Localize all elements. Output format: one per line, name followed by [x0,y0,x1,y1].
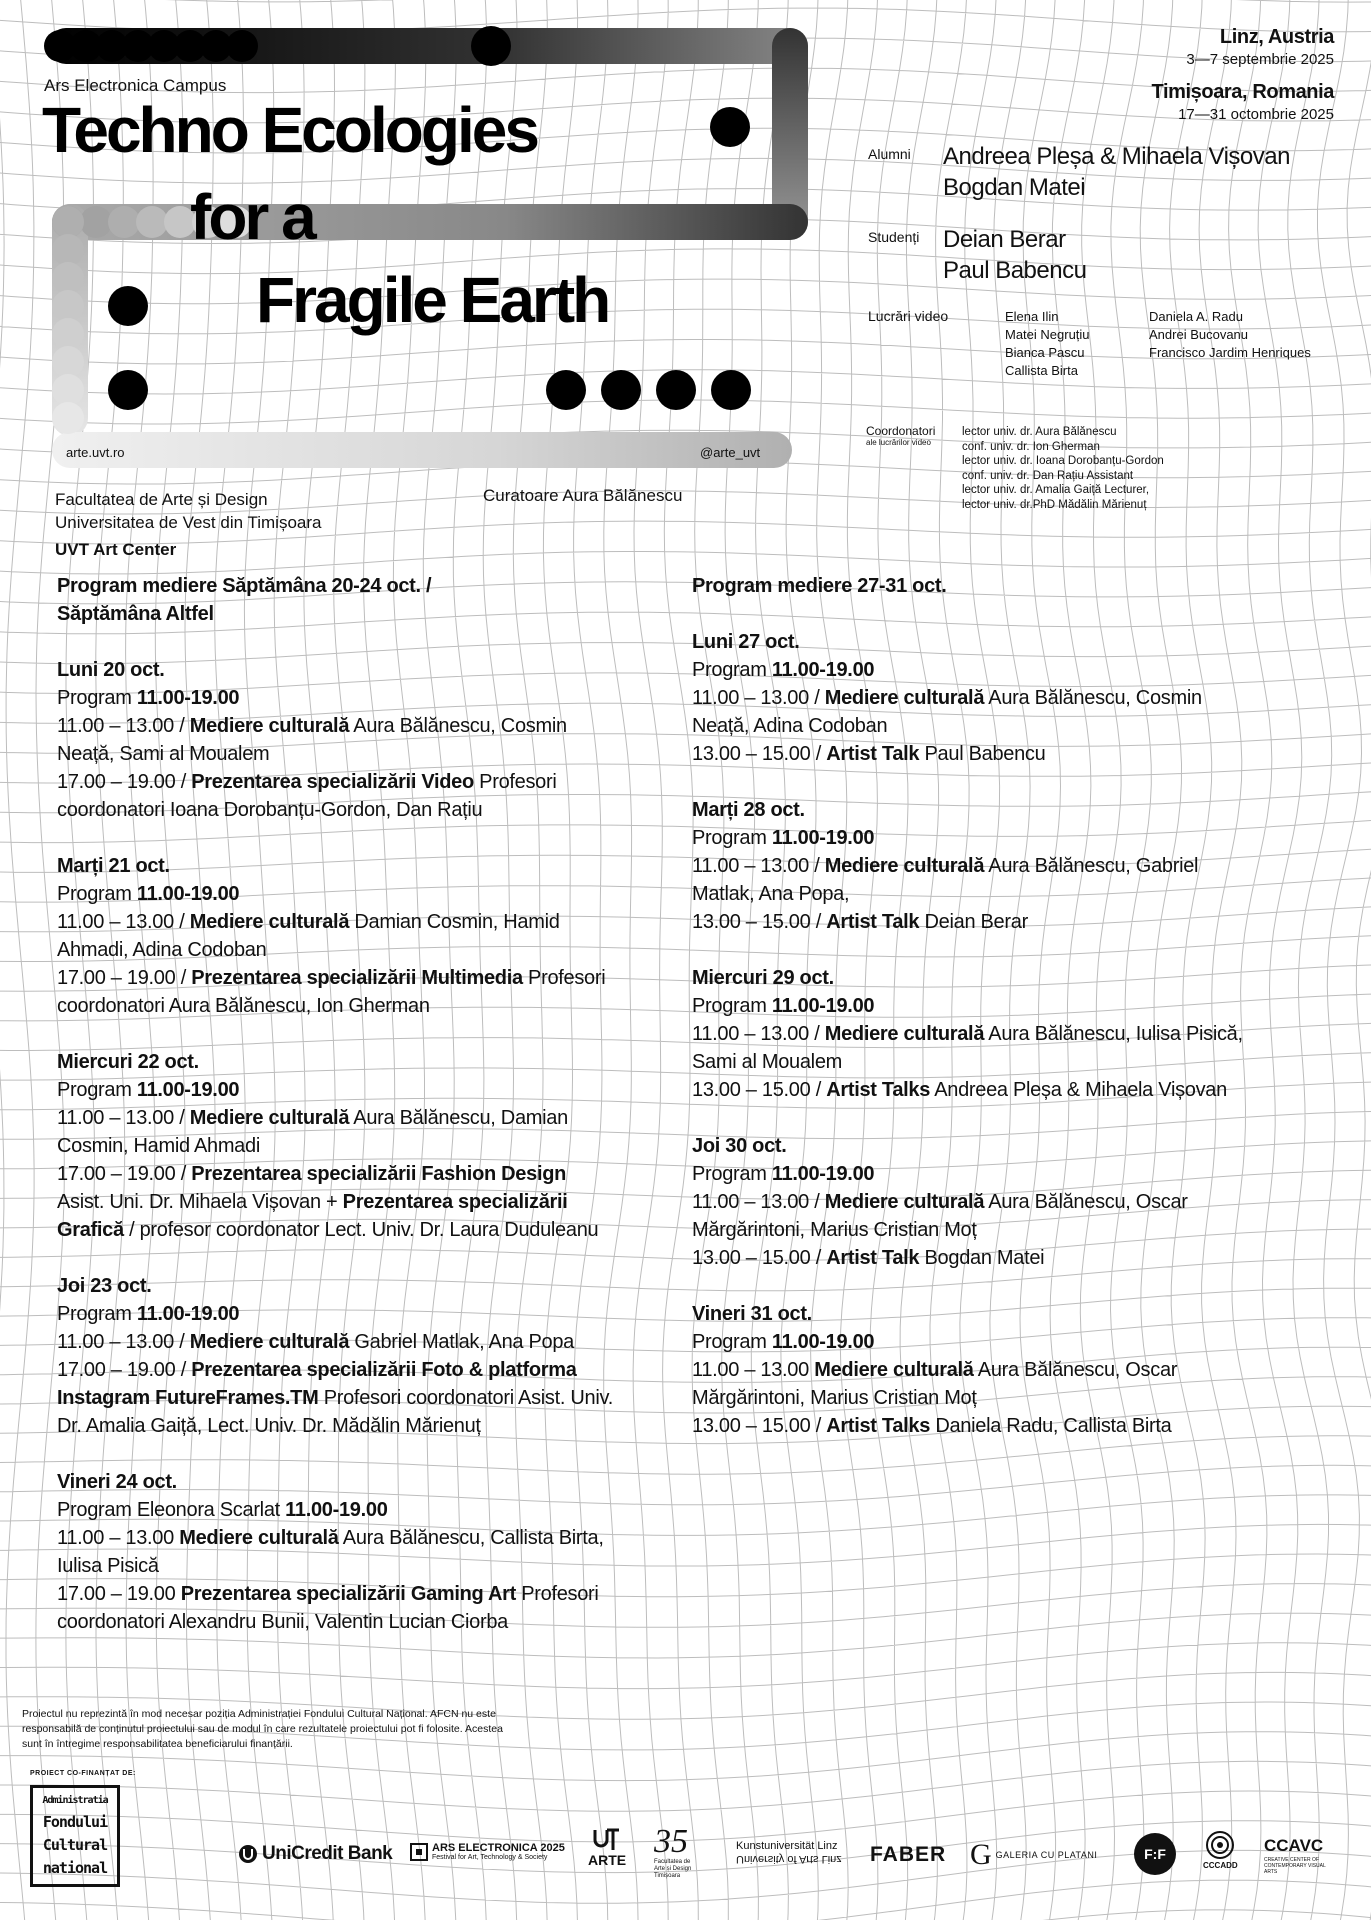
title-line-3: Fragile Earth [256,264,609,336]
day-heading [692,796,1332,824]
text: Neață, Adina Codoban [692,715,888,737]
session-line [57,1608,657,1636]
day-heading [57,1048,657,1076]
student-names [943,224,1086,286]
ff-label: F:F [1144,1846,1166,1862]
bold-text: Mediere culturală [189,1107,350,1129]
bold-text: 11.00-19.00 [136,883,240,905]
kunstuniversitat-name-en: University of Arts Linz [736,1853,842,1865]
session-line [692,1020,1332,1048]
bold-text: Joi 30 oct. [692,1135,787,1157]
day-heading [692,1132,1332,1160]
video-artist: Francisco Jardim Henriques [1149,345,1311,360]
day-heading [57,1272,657,1300]
text: Profesori [522,967,606,989]
cccadd-logo [1203,1830,1238,1870]
text: Aura Bălănescu, Oscar [973,1359,1178,1381]
program-hours [692,1328,1332,1356]
text: 11.00 – 13.00 / [57,911,190,933]
text: Cosmin, Hamid Ahmadi [57,1135,260,1157]
bold-text: Prezentarea specializării [342,1191,568,1213]
text: 13.00 – 15.00 / [692,743,827,765]
text: Dr. Amalia Gaiță, Lect. Univ. Dr. Mădălin Mărienuț [57,1415,481,1437]
bold-text: Artist Talk [826,743,920,765]
bold-text: Mediere culturală [824,855,985,877]
text: Damian Cosmin, Hamid [349,911,560,933]
bold-text: Marți 28 oct. [692,799,805,821]
afcn-logo-line: Administratia [42,1795,108,1806]
bold-text: Luni 20 oct. [57,659,165,681]
unicredit-logo [238,1843,392,1865]
day-heading [57,852,657,880]
session-line [692,1244,1332,1272]
text: Program [692,827,772,849]
bold-text: Mediere culturală [189,911,350,933]
alumni-name: Bogdan Matei [943,174,1086,201]
spacer [692,768,1332,796]
session-line [57,1328,657,1356]
program-hours [57,684,657,712]
faber-logo: FABER [870,1843,947,1866]
spacer [692,600,1332,628]
campus-label: Ars Electronica Campus [44,76,227,95]
afcn-logo [30,1785,120,1887]
ars-electronica-logo [410,1842,565,1861]
bold-text: 11.00-19.00 [771,827,875,849]
frame-bottom-bar [52,432,792,468]
day-heading [692,1300,1332,1328]
video-artists-col-2 [1149,308,1311,362]
text: 11.00 – 13.00 / [692,1023,825,1045]
bold-text: Prezentarea specializării Gaming Art [180,1583,516,1605]
text: Mărgărintoni, Marius Cristian Moț [692,1387,977,1409]
session-line [692,1412,1332,1440]
location-dates: 17—31 octombrie 2025 [1178,106,1334,123]
location-dates: 3—7 septembrie 2025 [1186,51,1334,68]
spacer [692,1272,1332,1300]
coordinators-subtitle: ale lucrărilor video [866,438,931,447]
program-hours [57,1496,657,1524]
dot [471,26,511,66]
bold-text: Săptămâna Altfel [57,603,214,625]
student-name: Paul Babencu [943,257,1087,284]
spacer [692,936,1332,964]
coordinators-title: Coordonatori [866,424,936,438]
student-name: Deian Berar [943,226,1066,253]
video-artist: Andrei Bucovanu [1149,327,1249,342]
session-line [692,1356,1332,1384]
day-heading [692,628,1332,656]
video-artist: Matei Negruțiu [1005,327,1090,342]
text: Program [57,1079,137,1101]
text: 17.00 – 19.00 / [57,1163,192,1185]
session-line [57,1356,657,1384]
faculty-name: Facultatea de Arte și Design [55,490,268,509]
text: Profesori coordonatori Asist. Univ. [318,1387,613,1409]
text: 17.00 – 19.00 [57,1583,181,1605]
cofinanced-label: PROIECT CO-FINANȚAT DE: [30,1770,136,1777]
coordinator: lector univ. dr. Aura Bălănescu [962,426,1117,438]
session-line [57,1132,657,1160]
text: Mărgărintoni, Marius Cristian Moț [692,1219,977,1241]
text: 11.00 – 13.00 [57,1527,180,1549]
disclaimer-line: sunt în întregime responsabilitatea beneficiarului finanțării. [22,1738,293,1750]
location-timisoara [1152,81,1335,123]
text: Program [692,995,772,1017]
bold-text: Miercuri 22 oct. [57,1051,199,1073]
text: Paul Babencu [919,743,1046,765]
text: 17.00 – 19.00 / [57,967,192,989]
text: 11.00 – 13.00 [692,1359,815,1381]
bold-text: Prezentarea specializării Fashion Design [191,1163,567,1185]
text: 13.00 – 15.00 / [692,1415,827,1437]
instagram-handle[interactable]: @arte_uvt [700,445,761,460]
unicredit-icon [238,1844,258,1864]
ccavc-subtitle: CREATIVE CENTER OF CONTEMPORARY VISUAL ARTS [1264,1857,1326,1875]
program-hours [57,1300,657,1328]
program-week-2 [692,572,1332,1440]
bold-text: 11.00-19.00 [136,687,240,709]
text: Program [57,883,137,905]
text: Aura Bălănescu, Callista Birta, [338,1527,604,1549]
text: coordonatori Aura Bălănescu, Ion Gherman [57,995,430,1017]
galeria-cu-platani-logo [970,1838,1097,1872]
bold-text: Program mediere 27-31 oct. [692,575,947,597]
ccavc-label: CCAVC [1264,1836,1324,1855]
text: Program Eleonora Scarlat [57,1499,286,1521]
funding-disclaimer [22,1707,503,1752]
bold-text: 11.00-19.00 [136,1079,240,1101]
text: Profesori [473,771,557,793]
coordinators-list [962,425,1164,512]
program-hours [57,1076,657,1104]
alumni-names [943,141,1290,203]
disclaimer-line: responsabilă de conținutul proiectului sau de modul în care rezultatele proiectului pot fi folosite. Acestea [22,1723,503,1735]
kunstuniversitat-name: Kunstuniversität Linz [736,1840,838,1852]
bold-text: Prezentarea specializării Foto & platforma [191,1359,577,1381]
text: 17.00 – 19.00 / [57,1359,192,1381]
text: Program [692,659,772,681]
ff-logo [1134,1833,1176,1875]
text: Neață, Sami al Moualem [57,743,270,765]
text: Asist. Uni. Dr. Mihaela Vișovan + [57,1191,343,1213]
bold-text: Mediere culturală [814,1359,974,1381]
day-heading [692,964,1332,992]
text: Sami al Moualem [692,1051,843,1073]
text: Bogdan Matei [919,1247,1045,1269]
text: Aura Bălănescu, Cosmin [349,715,567,737]
students-label: Studenți [868,229,920,245]
alumni-name: Andreea Pleșa & Mihaela Vișovan [943,143,1290,170]
session-line [57,1104,657,1132]
coordinator: conf. univ. dr. Ion Gherman [962,440,1100,453]
bold-text: 11.00-19.00 [771,1331,875,1353]
session-line [57,992,657,1020]
afcn-logo-line: national [42,1859,108,1877]
session-line [57,768,657,796]
video-artist: Bianca Pascu [1005,345,1085,360]
session-line [692,1048,1332,1076]
text: Aura Bălănescu, Iulisa Pisică, [984,1023,1243,1045]
text: coordonatori Ioana Dorobanțu-Gordon, Dan Rațiu [57,799,483,821]
session-line [692,1188,1332,1216]
text: 13.00 – 15.00 / [692,1079,827,1101]
location-city: Linz, Austria [1219,26,1334,48]
bold-text: Artist Talk [826,911,920,933]
bold-text: 11.00-19.00 [771,1163,875,1185]
text: Aura Bălănescu, Damian [349,1107,568,1129]
video-artist: Elena Ilin [1005,309,1059,324]
galeria-name: GALERIA CU PLATANI [995,1850,1098,1860]
text: 11.00 – 13.00 / [57,1331,190,1353]
program-heading [57,600,657,628]
title-line-2: for a [190,181,314,253]
website-link[interactable]: arte.uvt.ro [66,445,125,460]
program-hours [692,1160,1332,1188]
text: 11.00 – 13.00 / [692,855,825,877]
text: Deian Berar [919,911,1028,933]
text: Program [57,687,137,709]
ars-electronica-title: ARS ELECTRONICA 2025 [432,1842,565,1854]
session-line [692,1384,1332,1412]
program-hours [57,880,657,908]
afcn-logo-line: Fondului [42,1813,108,1831]
cccadd-icon [1205,1830,1235,1860]
program-hours [692,824,1332,852]
text: Iulisa Pisică [57,1555,159,1577]
bold-text: Instagram FutureFrames.TM [57,1387,319,1409]
uvt-arte-logo [588,1828,626,1868]
text: Daniela Radu, Callista Birta [930,1415,1172,1437]
text: 11.00 – 13.00 / [692,1191,825,1213]
text: Ahmadi, Adina Codoban [57,939,267,961]
spacer [57,824,657,852]
text: 11.00 – 13.00 / [57,1107,190,1129]
galeria-g-icon: G [970,1838,992,1871]
session-line [57,1412,657,1440]
video-artists-col-1 [1005,308,1090,380]
session-line [57,796,657,824]
unicredit-name: UniCredit Bank [262,1843,393,1864]
fad-35-number: 35 [654,1823,688,1860]
coordinator: conf. univ. dr. Dan Rațiu Assistant [962,469,1134,482]
text: / profesor coordonator Lect. Univ. Dr. Laura Duduleanu [123,1219,599,1241]
session-line [57,1552,657,1580]
bold-text: Mediere culturală [824,687,985,709]
session-line [57,1384,657,1412]
bold-text: 11.00-19.00 [771,995,875,1017]
session-line [692,852,1332,880]
bold-text: Grafică [57,1219,124,1241]
bold-text: Artist Talks [826,1415,931,1437]
alumni-label: Alumni [868,146,911,162]
bold-text: Mediere culturală [179,1527,339,1549]
session-line [692,1076,1332,1104]
bold-text: Marți 21 oct. [57,855,170,877]
session-line [57,1188,657,1216]
text: 13.00 – 15.00 / [692,911,827,933]
bold-text: 11.00-19.00 [285,1499,388,1521]
dot [108,370,148,410]
text: Profesori [515,1583,599,1605]
session-line [692,712,1332,740]
spacer [57,628,657,656]
ars-electronica-icon [410,1843,428,1861]
spacer [57,1440,657,1468]
spacer [57,1020,657,1048]
fad-35-subtitle: Facultatea de Arte și Design Timișoara [654,1859,692,1879]
video-works-label: Lucrări video [868,308,949,324]
art-center-name: UVT Art Center [55,540,177,559]
bold-text: Mediere culturală [824,1023,985,1045]
bold-text: Vineri 24 oct. [57,1471,177,1493]
curator-credit: Curatoare Aura Bălănescu [483,486,683,505]
session-line [692,908,1332,936]
uvt-arte-label: ARTE [588,1852,627,1868]
bold-text: Prezentarea specializării Multimedia [191,967,523,989]
spacer [57,1244,657,1272]
text: Program [692,1163,772,1185]
uvt-icon [592,1828,622,1852]
dot [711,370,751,410]
text: Aura Bălănescu, Cosmin [984,687,1202,709]
cccadd-label: CCCADD [1203,1861,1238,1870]
dot [710,107,750,147]
session-line [692,740,1332,768]
session-line [57,964,657,992]
university-name: Universitatea de Vest din Timișoara [55,513,322,532]
day-heading [57,1468,657,1496]
text: 13.00 – 15.00 / [692,1247,827,1269]
bold-text: Artist Talks [826,1079,931,1101]
ccavc-logo [1264,1836,1334,1875]
session-line [57,1524,657,1552]
text: Andreea Pleșa & Mihaela Vișovan [930,1079,1227,1101]
text: Aura Bălănescu, Gabriel [984,855,1199,877]
program-hours [692,992,1332,1020]
session-line [57,712,657,740]
program-heading [57,572,657,600]
bold-text: 11.00-19.00 [136,1303,240,1325]
bold-text: Mediere culturală [824,1191,985,1213]
spacer [692,1104,1332,1132]
dot [601,370,641,410]
location-linz [1186,26,1334,68]
session-line [692,684,1332,712]
text: coordonatori Alexandru Bunii, Valentin Lucian Ciorba [57,1611,508,1633]
session-line [57,1160,657,1188]
text: Program [692,1331,772,1353]
text: Matlak, Ana Popa, [692,883,850,905]
text: Gabriel Matlak, Ana Popa [349,1331,574,1353]
fad-35-logo [654,1825,694,1880]
day-heading [57,656,657,684]
title-line-1: Techno Ecologies [42,94,537,166]
session-line [57,936,657,964]
bold-text: Miercuri 29 oct. [692,967,834,989]
text: Program [57,1303,137,1325]
coordinator: lector univ. dr. Amalia Gaiță Lecturer, [962,484,1150,496]
dot [656,370,696,410]
coordinators-label [866,424,935,447]
session-line [57,1216,657,1244]
video-artist: Daniela A. Radu [1149,309,1243,324]
bold-text: Prezentarea specializării Video [191,771,474,793]
bold-text: Program mediere Săptămâna 20-24 oct. / [57,575,432,597]
location-city: Timișoara, Romania [1151,81,1334,103]
session-line [692,880,1332,908]
video-artist: Callista Birta [1005,363,1078,378]
dot [546,370,586,410]
dot [108,286,148,326]
session-line [57,1580,657,1608]
bold-text: Mediere culturală [189,1331,350,1353]
afcn-logo-line: Cultural [42,1836,108,1854]
session-line [57,740,657,768]
bold-text: Joi 23 oct. [57,1275,152,1297]
program-week-1 [57,572,657,1636]
text: 17.00 – 19.00 / [57,771,192,793]
disclaimer-line: Proiectul nu reprezintă în mod necesar poziția Administrației Fondului Cultural Național. AFCN nu este [22,1708,496,1720]
bold-text: Mediere culturală [189,715,350,737]
session-line [57,908,657,936]
text: 11.00 – 13.00 / [57,715,190,737]
program-hours [692,656,1332,684]
ars-electronica-subtitle: Festival for Art, Technology & Society [432,1854,548,1861]
bold-text: 11.00-19.00 [771,659,875,681]
program-heading [692,572,1332,600]
bold-text: Luni 27 oct. [692,631,800,653]
frame-bead [52,402,84,434]
coordinator: lector univ. dr.PhD Mădălin Mărienuț [962,498,1147,511]
text: 11.00 – 13.00 / [692,687,825,709]
frame-bead [226,30,258,62]
bold-text: Artist Talk [826,1247,920,1269]
kunstuniversitat-logo [736,1840,842,1865]
text: Aura Bălănescu, Oscar [984,1191,1188,1213]
session-line [692,1216,1332,1244]
bold-text: Vineri 31 oct. [692,1303,812,1325]
coordinator: lector univ. dr. Ioana Dorobanțu-Gordon [962,455,1164,467]
